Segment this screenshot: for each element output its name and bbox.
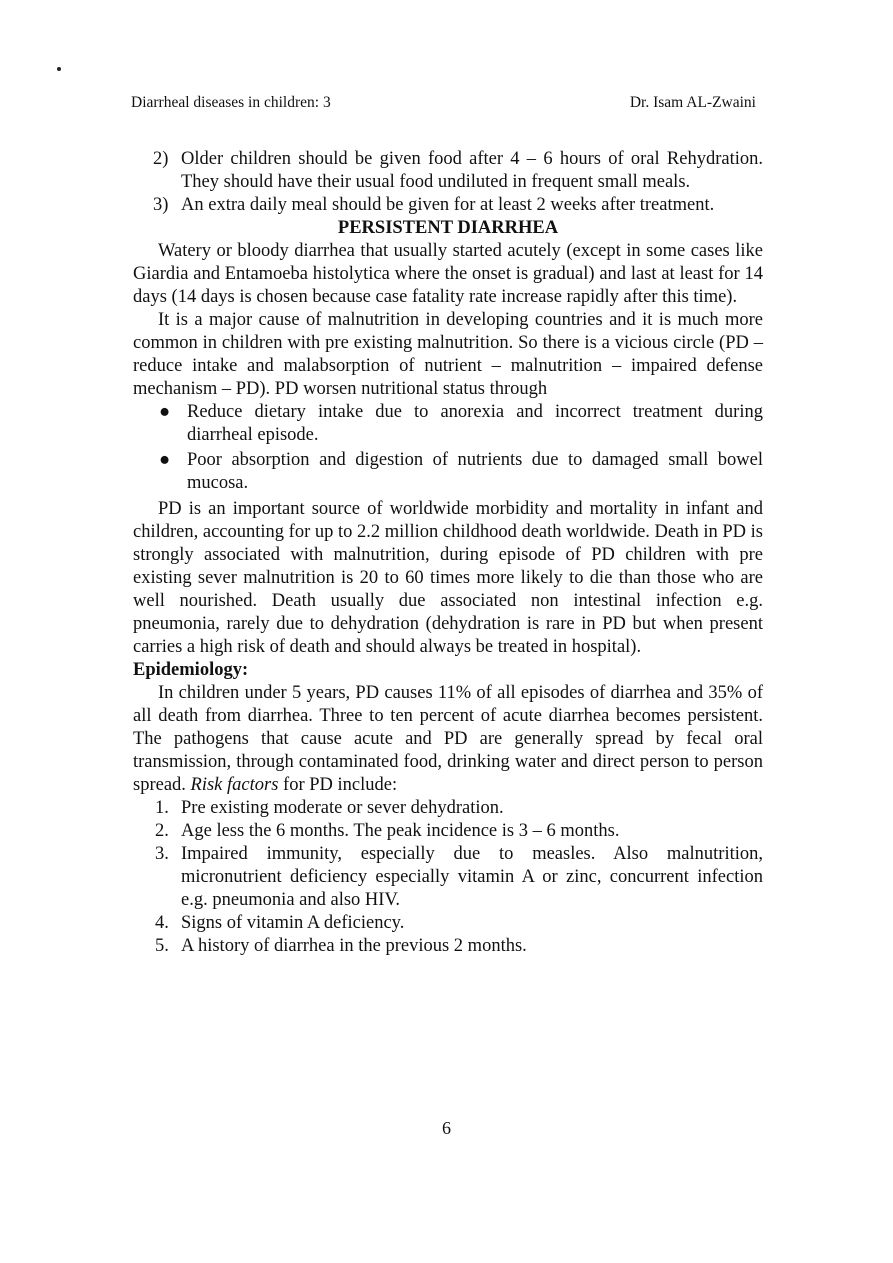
risk-factors-label: Risk factors <box>190 775 279 795</box>
feeding-list <box>133 148 763 217</box>
list-number: 5. <box>155 936 169 956</box>
header-title: Diarrheal diseases in children: 3 <box>131 94 331 111</box>
page-number: 6 <box>442 1118 451 1138</box>
list-text: An extra daily meal should be given for at least 2 weeks after treatment. <box>181 195 715 215</box>
paragraph-definition: Watery or bloody diarrhea that usually started acutely (except in some cases like Giardia and Entamoeba histolytica where the onset is gradual) and last at least for 14 days (14 days is chosen because case fatality rate increase rapidly after this time). <box>133 241 763 307</box>
bullet-icon: ● <box>159 402 171 422</box>
paragraph-mortality: PD is an important source of worldwide morbidity and mortality in infant and children, accounting for up to 2.2 million childhood death worldwide. Death in PD is strongly associated with malnutrition, during episode of PD children with pre existing sever malnutrition is 20 to 60 times more likely to die than those who are well nourished. Death usually due associated non intestinal infection e.g. pneumonia, rarely due to dehydration (dehydration is rare in PD but when present carries a high risk of death and should always be treated in hospital). <box>133 499 763 657</box>
header-author: Dr. Isam AL-Zwaini <box>629 94 756 111</box>
list-text: Signs of vitamin A deficiency. <box>181 913 405 933</box>
list-text: Impaired immunity, especially due to measles. Also malnutrition, micronutrient deficiency especially vitamin A or zinc, concurrent infection e.g. pneumonia and also HIV. <box>181 844 763 910</box>
list-number: 4. <box>155 913 169 933</box>
epidemiology-text: In children under 5 years, PD causes 11% of all episodes of diarrhea and 35% of all death from diarrhea. Three to ten percent of acute diarrhea becomes persistent. The pathogens that cause acute and PD are generally spread by fecal oral transmission, through contaminated food, drinking water and direct person to person spread. <box>133 683 763 795</box>
running-header <box>131 93 756 113</box>
list-number: 2. <box>155 821 169 841</box>
epidemiology-text-end: for PD include: <box>283 775 398 795</box>
paragraph-malnutrition: It is a major cause of malnutrition in developing countries and it is much more common in children with pre existing malnutrition. So there is a vicious circle (PD – reduce intake and malabsorption of nutrient – malnutrition – impaired defense mechanism – PD). PD worsen nutritional status through <box>133 310 763 399</box>
section-title: PERSISTENT DIARRHEA <box>337 218 559 238</box>
bullet-item <box>133 449 763 495</box>
bullet-item <box>133 401 763 447</box>
list-number: 3. <box>155 844 169 864</box>
risk-factor-list <box>133 797 763 958</box>
list-number: 2) <box>153 149 169 169</box>
paragraph-epidemiology <box>133 682 763 797</box>
bullet-text: Poor absorption and digestion of nutrients due to damaged small bowel mucosa. <box>187 450 763 493</box>
page-body <box>133 148 763 958</box>
bullet-icon: ● <box>159 450 171 470</box>
list-text: Pre existing moderate or sever dehydration. <box>181 798 504 818</box>
list-text: Older children should be given food after 4 – 6 hours of oral Rehydration. They should have their usual food undiluted in frequent small meals. <box>181 149 763 192</box>
list-number: 1. <box>155 798 169 818</box>
list-item <box>133 820 763 843</box>
list-item <box>133 912 763 935</box>
list-item <box>133 194 763 217</box>
list-item <box>133 935 763 958</box>
bullet-list <box>133 401 763 495</box>
scan-speck <box>57 67 61 71</box>
list-item <box>133 843 763 912</box>
list-text: Age less the 6 months. The peak incidence is 3 – 6 months. <box>181 821 620 841</box>
list-text: A history of diarrhea in the previous 2 months. <box>181 936 527 956</box>
epidemiology-heading: Epidemiology: <box>133 660 249 680</box>
list-item <box>133 797 763 820</box>
list-item <box>133 148 763 194</box>
list-number: 3) <box>153 195 169 215</box>
bullet-text: Reduce dietary intake due to anorexia and incorrect treatment during diarrheal episode. <box>187 402 763 445</box>
